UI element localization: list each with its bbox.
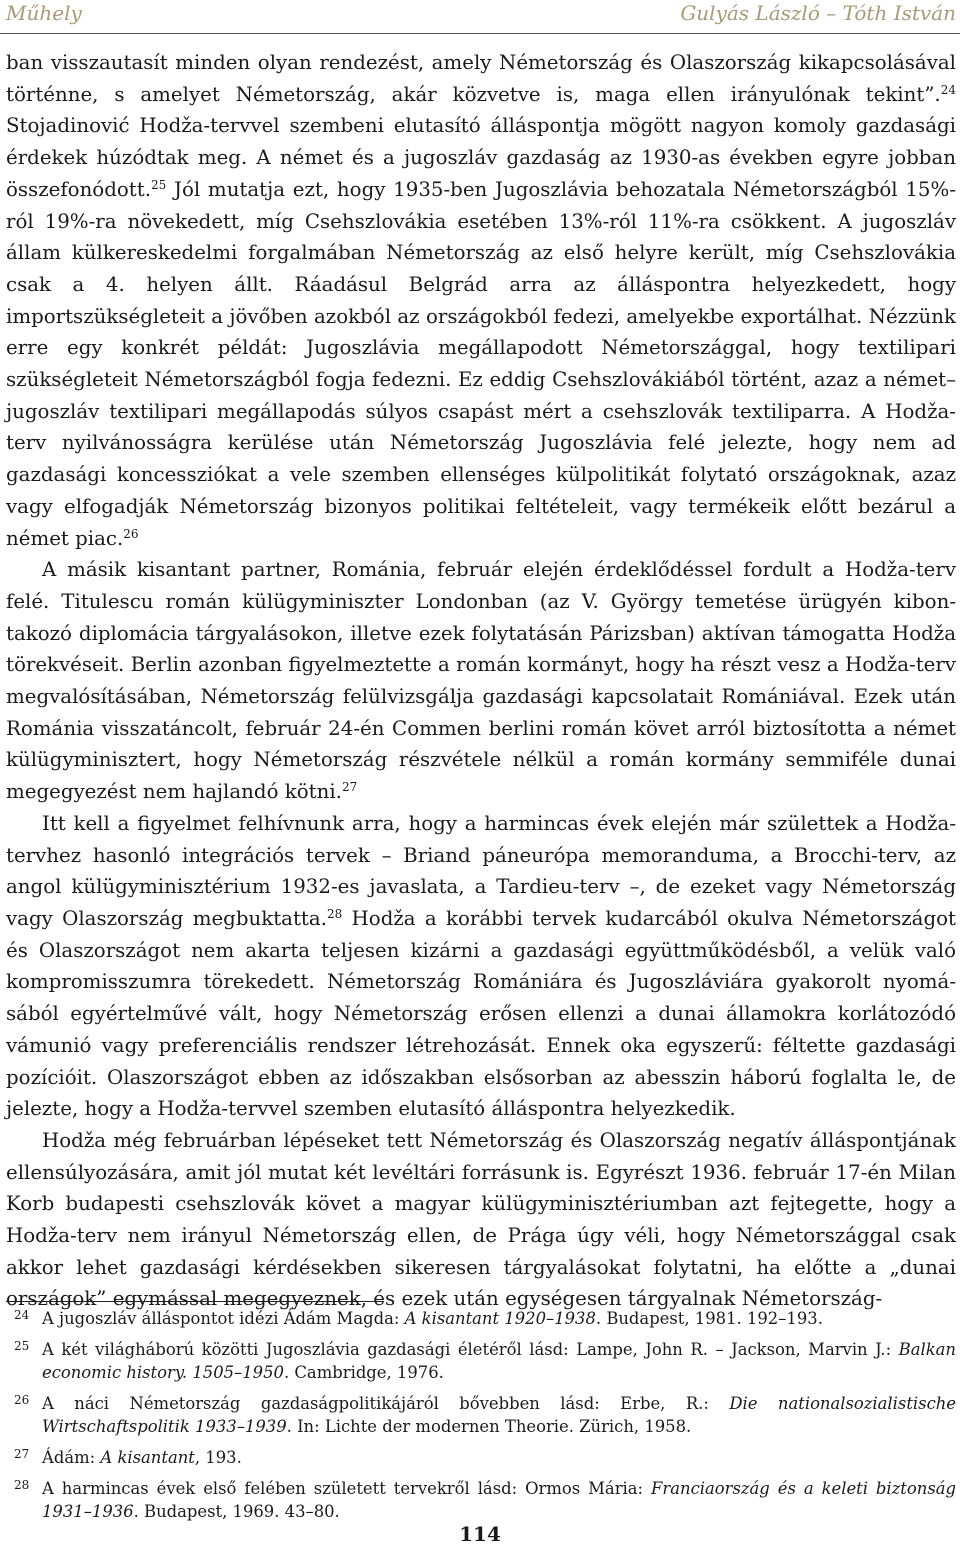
footnote-number: 24	[14, 1308, 30, 1322]
footnote-number: 26	[14, 1392, 30, 1407]
footnote-ref: 27	[341, 780, 358, 795]
footnote	[6, 1446, 956, 1470]
footnotes	[6, 1307, 956, 1531]
text-run: Ádám:	[42, 1447, 101, 1467]
footnote	[6, 1338, 956, 1385]
text-run: Itt kell a figyelmet felhívnunk arra, hogy a harmincas évek elején már születtek a Hodžatervhez hasonló integrációs tervek – Briand páneurópa memoranduma, a Brocchi-terv, az angol külügyminisztérium 1932-es javaslata, a Tardieu-terv –, de ezeket vagy Németország vagy Olaszország megbuktatta.	[6, 811, 956, 930]
text-run: A másik kisantant partner, Románia, február elején érdeklődéssel fordult a Hodža-terv felé. Titulescu román külügyminiszter Londonban (az V. György temetése ürügyén kibontakozó diplomácia tárgyalásokon, illetve ezek folytatásán Párizsban) aktívan támogatta Hodža törekvéseit. Berlin azonban figyelmeztette a román kormányt, hogy ha részt vesz a Hodža-terv megvalósításában, Németország felülvizsgálja gazdasági kapcsolatait Romániával. Ezek után Románia visszatáncolt, február 24-én Commen berlini román követ arról biztosította a német külügyminisztert, hogy Németország részvétele nélkül a román kormány semmiféle dunai megegyezést nem hajlandó kötni.	[6, 558, 956, 804]
text-run: Jól mutatja ezt, hogy 1935-ben Jugoszlávia behozatala Németországból 15%-ról 19%-ra növekedett, míg Csehszlovákia esetében 13%-ról 11%-ra csökkent. A jugoszláv állam külkereskedelmi forgalmában Németország az első helyre került, míg Csehszlovákia csak a 4. helyen állt. Ráadásul Belgrád arra az álláspontra helyezkedett, hogy importszükségleteit a jövőben azokból az országokból fedezi, amelyekbe exportálhat. Nézzünk erre egy konkrét példát: Jugoszlávia megállapodott Németországgal, hogy textilipari szükségleteit Németországból fogja fedezni. Ez eddig Csehszlovákiából történt, azaz a német–jugoszláv textilipari megállapodás súlyos csapást mért a csehszlovák textiliparra. A Hodža-terv nyilvánosságra kerülése után Németország Jugoszlávia felé jelezte, hogy nem ad gazdasági koncessziókat a vele szemben ellenséges külpolitikát folytató országoknak, azaz vagy elfogadják Németország bizonyos politikai feltételeit, vagy termékeik előtt bezárul a német piac.	[6, 177, 956, 550]
italic-title: Balkan economic history. 1505–1950	[42, 1339, 956, 1383]
italic-title: A kisantant 1920–1938	[404, 1309, 596, 1328]
italic-title: A kisantant	[100, 1447, 195, 1467]
text-run: A náci Németország gazdaságpolitikájáról bővebben lásd: Erbe, R.:	[42, 1393, 730, 1413]
footnote-ref: 24	[940, 82, 956, 97]
journal-title: Műhely	[6, 1, 82, 25]
text-run: Stojadinović Hodža-tervvel szembeni elutasító álláspontja mögött nagyon komoly gazdasági érdekek húzódtak meg. A német és a jugoszláv gazdaság az 1930-as években egyre jobban összefonódott.	[6, 114, 956, 201]
footnote	[6, 1477, 956, 1524]
footnote-ref: 25	[150, 177, 167, 192]
paragraph	[6, 808, 956, 1125]
header-rule	[0, 33, 960, 34]
text-run: . Budapest, 1981. 192–193.	[595, 1309, 823, 1328]
text-run: A harmincas évek első felében született tervekről lásd: Ormos Mária:	[42, 1478, 652, 1498]
page-header	[0, 0, 960, 32]
footnote	[6, 1392, 956, 1439]
text-run: A jugoszláv álláspontot idézi Ádám Magda:	[42, 1309, 405, 1328]
text-run: A két világháború közötti Jugoszlávia gazdasági életéről lásd: Lampe, John R. – Jackson, Marvin J.:	[42, 1339, 899, 1359]
paragraph	[6, 47, 956, 554]
text-run: , 193.	[194, 1447, 242, 1467]
footnote-number: 28	[14, 1477, 30, 1492]
text-run: . Budapest, 1969. 43–80.	[133, 1502, 340, 1522]
footnote-ref: 28	[326, 906, 343, 921]
paragraph	[6, 1125, 956, 1315]
article-authors: Gulyás László – Tóth István	[680, 1, 956, 25]
italic-title: Die nationalsozialistische Wirtschaftspolitik 1933–1939	[42, 1393, 957, 1437]
footnote-number: 25	[14, 1338, 30, 1353]
page-number: 114	[459, 1522, 501, 1546]
text-run: Hodža a korábbi tervek kudarcából okulva Németországot és Olaszországot nem akarta teljesen kizárni a gazdasági együttműködésből, a velük való kompromisszumra törekedett. Németország Romániára és Jugoszláviára gyakorolt nyomásából egyértelművé vált, hogy Németország erősen ellenzi a dunai államokra korlátozódó vámunió vagy preferenciális rendszer létrehozását. Ennek oka egyszerű: féltette gazdasági pozícióit. Olaszországot ebben az időszakban elsősorban az abesszin háború foglalta le, de jelezte, hogy a Hodža-tervvel szemben elutasító álláspontra helyezkedik.	[6, 906, 956, 1121]
footnote-rule	[6, 1301, 384, 1302]
text-run: Hodža még februárban lépéseket tett Németország és Olaszország negatív álláspontjának ellensúlyozására, amit jól mutat két levéltári forrásunk is. Egyrészt 1936. február 17-én Milan Korb budapesti csehszlovák követ a magyar külügyminisztériumban azt fejtegette, hogy a Hodža-terv nem irányul Németország ellen, de Prága úgy véli, hogy Németországgal csak akkor lehet gazdasági kérdésekben sikeresen tárgyalásokat folytatni, ha előtte a „dunai országok” egymással megegyeznek, és ezek után egységesen tárgyalnak Németország-	[6, 1128, 956, 1311]
footnote	[6, 1307, 956, 1331]
footnote-ref: 26	[123, 526, 139, 541]
footnote-number: 27	[14, 1446, 30, 1461]
text-run: . Cambridge, 1976.	[283, 1363, 444, 1383]
text-run: . In: Lichte der modernen Theorie. Zürich, 1958.	[286, 1417, 692, 1437]
text-run: ban visszautasít minden olyan rendezést, amely Németország és Olaszország kikapcsolásával történne, s amelyet Németország, akár közvetve is, maga ellen irányulónak tekint”.	[6, 51, 956, 106]
italic-title: Franciaország és a keleti biztonság 1931–1936	[42, 1478, 956, 1522]
paragraph	[6, 554, 956, 808]
article-body	[6, 47, 956, 1315]
